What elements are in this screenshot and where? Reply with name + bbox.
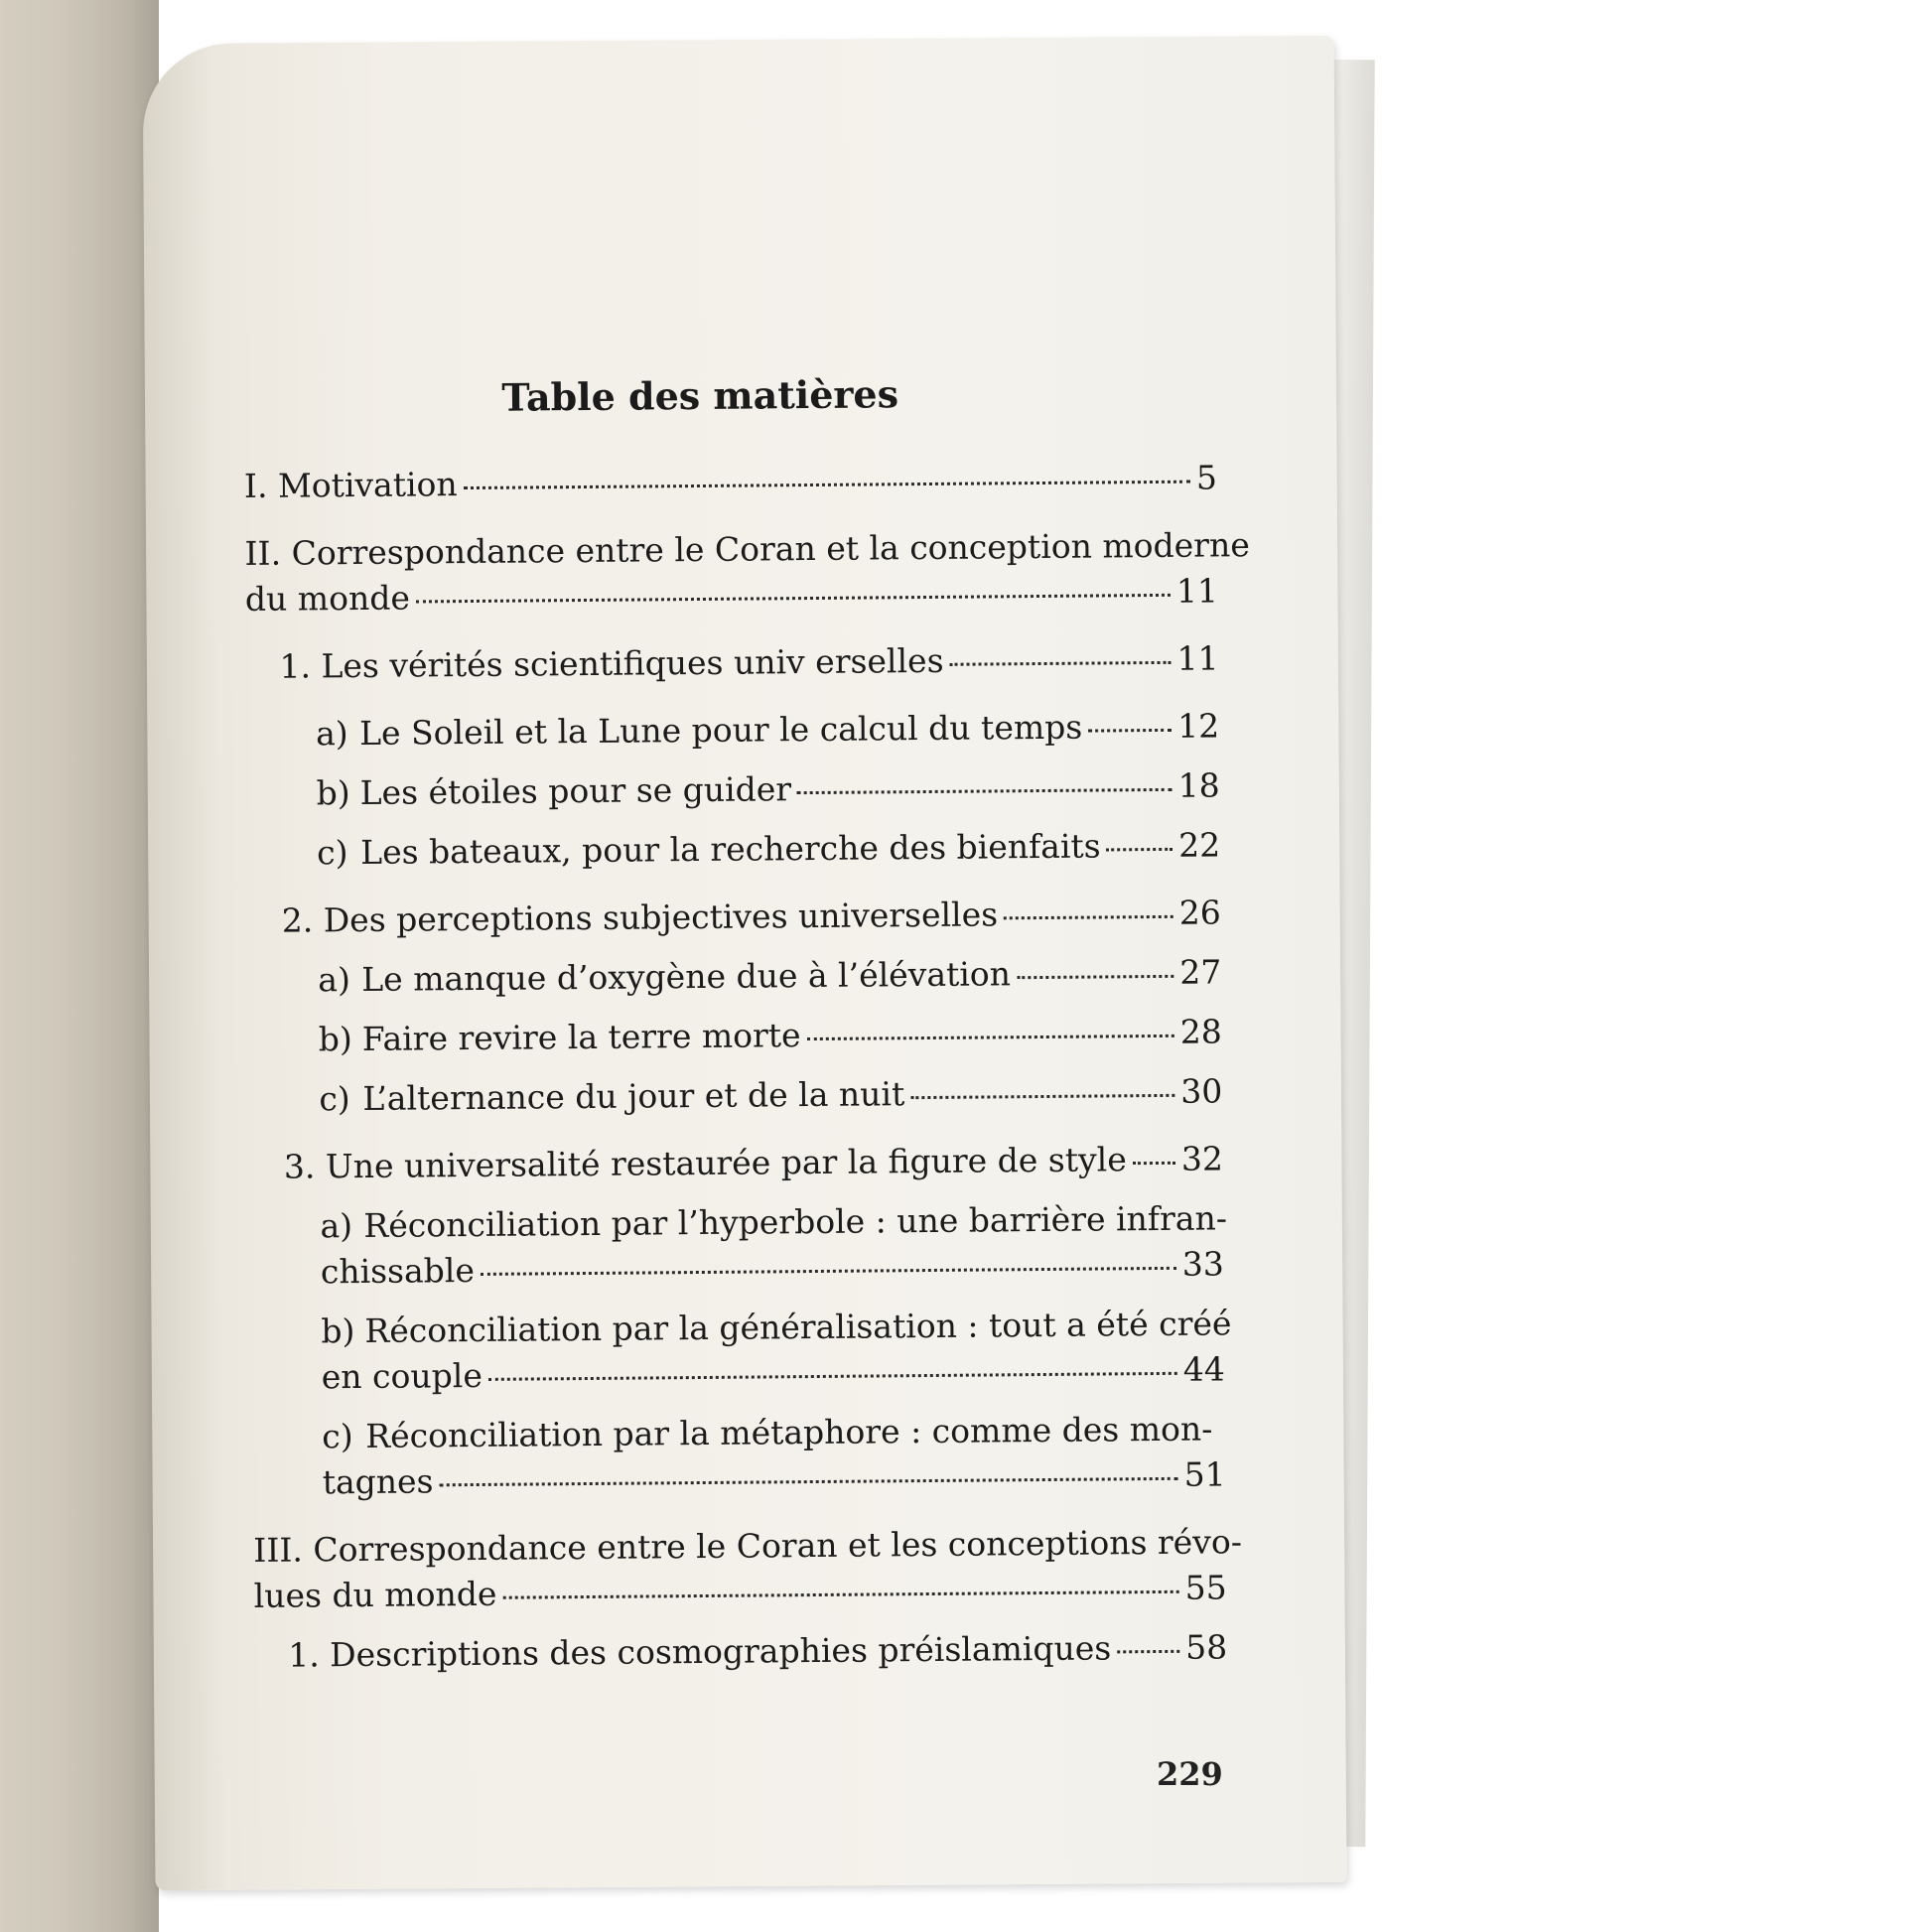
dot-leader bbox=[440, 1477, 1178, 1486]
toc-entry-text: chissable bbox=[320, 1251, 476, 1292]
toc-entry bbox=[251, 1301, 1232, 1401]
toc-entry bbox=[246, 703, 1219, 758]
toc-entry-page: 51 bbox=[1183, 1454, 1226, 1494]
toc-entry-text-line1: Réconciliation par l’hyperbole : une barrière infran- bbox=[363, 1198, 1228, 1245]
toc-entry-mark: a) bbox=[315, 714, 348, 754]
toc-entry-mark: b) bbox=[321, 1311, 355, 1351]
dot-leader bbox=[481, 1267, 1176, 1276]
toc-entry-text: Les bateaux, pour la recherche des bienfaits bbox=[360, 826, 1101, 872]
toc-entry-text: 3. Une universalité restaurée par la figure de style bbox=[283, 1140, 1127, 1186]
toc-entry-page: 44 bbox=[1182, 1349, 1225, 1389]
dot-leader bbox=[797, 788, 1173, 794]
dot-leader bbox=[464, 481, 1190, 489]
toc-entry-mark: c) bbox=[317, 833, 348, 873]
toc-entry bbox=[250, 1136, 1223, 1190]
page-number: 229 bbox=[1157, 1755, 1223, 1793]
toc-entry bbox=[249, 1009, 1222, 1063]
toc-entry-text: 2. Des perceptions subjectives universelles bbox=[281, 895, 999, 940]
toc-entry-page: 58 bbox=[1185, 1627, 1228, 1667]
dot-leader bbox=[502, 1590, 1178, 1599]
toc-entry-text: L’alternance du jour et de la nuit bbox=[362, 1074, 905, 1118]
toc-entry bbox=[246, 762, 1219, 817]
toc-entry-page: 22 bbox=[1177, 825, 1221, 865]
dot-leader bbox=[910, 1094, 1174, 1099]
toc-entry-text: tagnes bbox=[322, 1461, 434, 1502]
dot-leader bbox=[416, 594, 1171, 604]
toc-entry-text: Le manque d’oxygène due à l’élévation bbox=[361, 954, 1012, 999]
toc-entry-page: 11 bbox=[1175, 571, 1219, 611]
toc-entry-mark: a) bbox=[318, 960, 351, 1000]
toc-entry-page: 27 bbox=[1179, 952, 1222, 992]
toc-entry bbox=[248, 890, 1221, 944]
toc-entry-page: 26 bbox=[1178, 893, 1221, 932]
toc-entry-text: Faire revire la terre morte bbox=[361, 1016, 801, 1058]
toc-entry-text: Les étoiles pour se guider bbox=[359, 769, 792, 812]
dot-leader bbox=[1107, 848, 1173, 852]
toc-entry-page: 18 bbox=[1177, 765, 1220, 805]
toc-entry-mark: a) bbox=[320, 1206, 353, 1246]
toc-entry bbox=[244, 455, 1217, 509]
toc-entry bbox=[248, 949, 1221, 1004]
toc-entry-text: Le Soleil et la Lune pour le calcul du temps bbox=[358, 707, 1083, 753]
dot-leader bbox=[1017, 975, 1173, 979]
table-of-contents bbox=[243, 368, 1250, 1693]
toc-entry-mark: c) bbox=[322, 1417, 353, 1456]
dot-leader bbox=[1117, 1650, 1179, 1654]
toc-entry bbox=[245, 635, 1218, 690]
toc-entry-page: 28 bbox=[1179, 1012, 1222, 1051]
dot-leader bbox=[488, 1372, 1177, 1381]
toc-title: Table des matières bbox=[501, 371, 899, 420]
toc-entry-page: 5 bbox=[1195, 458, 1218, 497]
dot-leader bbox=[1004, 915, 1173, 919]
dot-leader bbox=[1133, 1162, 1175, 1165]
toc-entry bbox=[244, 522, 1250, 622]
toc-entry-text-line1: III. Correspondance entre le Coran et les conceptions révo- bbox=[253, 1522, 1243, 1570]
toc-entry-page: 11 bbox=[1176, 638, 1219, 678]
toc-entry bbox=[253, 1519, 1243, 1619]
toc-entry-page: 55 bbox=[1184, 1568, 1227, 1607]
toc-entry bbox=[252, 1406, 1226, 1506]
toc-entry bbox=[247, 822, 1220, 877]
toc-entry-text-line1: Réconciliation par la généralisation : tout a été créé bbox=[364, 1304, 1232, 1350]
toc-entry-page: 12 bbox=[1176, 706, 1220, 746]
toc-entry bbox=[254, 1624, 1227, 1679]
dot-leader bbox=[807, 1035, 1174, 1040]
toc-entry-text-line1: II. Correspondance entre le Coran et la conception moderne bbox=[244, 525, 1250, 573]
toc-entry-mark: b) bbox=[316, 773, 350, 813]
toc-entry bbox=[249, 1068, 1222, 1123]
toc-entry-mark: c) bbox=[319, 1079, 350, 1119]
toc-entry-page: 33 bbox=[1181, 1244, 1224, 1284]
toc-entry-text: 1. Descriptions des cosmographies préislamiques bbox=[288, 1628, 1112, 1675]
dot-leader bbox=[1088, 729, 1172, 733]
toc-entry-text: en couple bbox=[321, 1355, 483, 1397]
toc-entry-text-line1: Réconciliation par la métaphore : comme des mon- bbox=[365, 1409, 1213, 1455]
toc-entry-page: 32 bbox=[1180, 1139, 1224, 1178]
toc-entry-text: lues du monde bbox=[253, 1574, 497, 1615]
toc-entry-mark: b) bbox=[318, 1020, 352, 1059]
toc-entry-text: I. Motivation bbox=[243, 465, 458, 505]
toc-entry bbox=[250, 1195, 1228, 1296]
facing-page-edge bbox=[0, 0, 159, 1932]
toc-entry-page: 30 bbox=[1180, 1071, 1223, 1111]
dot-leader bbox=[950, 661, 1172, 666]
toc-entry-text: du monde bbox=[244, 578, 411, 619]
toc-entry-text: 1. Les vérités scientifiques univ erselles bbox=[279, 640, 944, 686]
